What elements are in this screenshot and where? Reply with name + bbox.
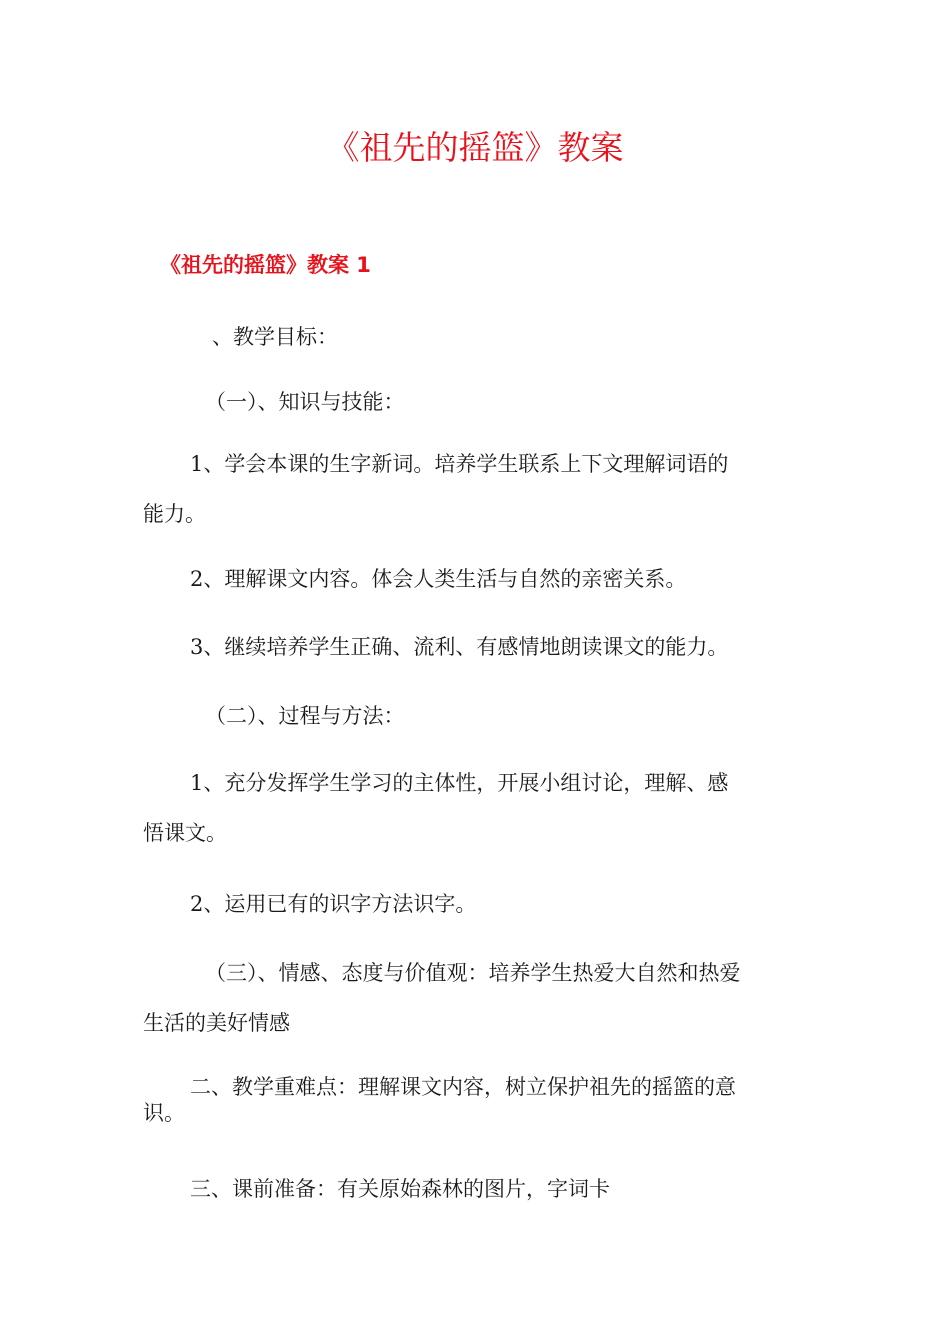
key-points-line-2: 识。 [143, 1101, 185, 1125]
key-difficult-points [143, 1072, 736, 1128]
key-points-line-1: 二、教学重难点：理解课文内容，树立保护祖先的摇篮的意 [190, 1075, 736, 1099]
emotion-line-2: 生活的美好情感 [143, 1011, 290, 1035]
emotion-line-1: （三）、情感、态度与价值观：培养学生热爱大自然和热爱 [205, 961, 741, 985]
process-item-2: 2、运用已有的识字方法识字。 [190, 892, 477, 916]
knowledge-skills-heading: （一）、知识与技能： [205, 390, 405, 414]
process-item-1-line-2: 悟课文。 [143, 821, 227, 845]
emotion-attitude-values [143, 958, 741, 1038]
class-preparation: 三、课前准备：有关原始森林的图片，字词卡 [190, 1177, 610, 1201]
process-item-1 [143, 768, 728, 848]
process-item-1-line-1: 1、充分发挥学生学习的主体性，开展小组讨论，理解、感 [190, 771, 729, 795]
knowledge-item-1-line-1: 1、学会本课的生字新词。培养学生联系上下文理解词语的 [190, 452, 729, 476]
knowledge-item-1 [143, 449, 728, 529]
section-heading: 《祖先的摇篮》教案 1 [160, 253, 371, 277]
process-method-heading: （二）、过程与方法： [205, 704, 405, 728]
knowledge-item-2: 2、理解课文内容。体会人类生活与自然的亲密关系。 [190, 567, 687, 591]
objectives-heading: 、教学目标： [212, 325, 338, 349]
knowledge-item-1-line-2: 能力。 [143, 502, 206, 526]
document-title: 《祖先的摇篮》教案 [326, 128, 624, 167]
knowledge-item-3: 3、继续培养学生正确、流利、有感情地朗读课文的能力。 [190, 635, 729, 659]
